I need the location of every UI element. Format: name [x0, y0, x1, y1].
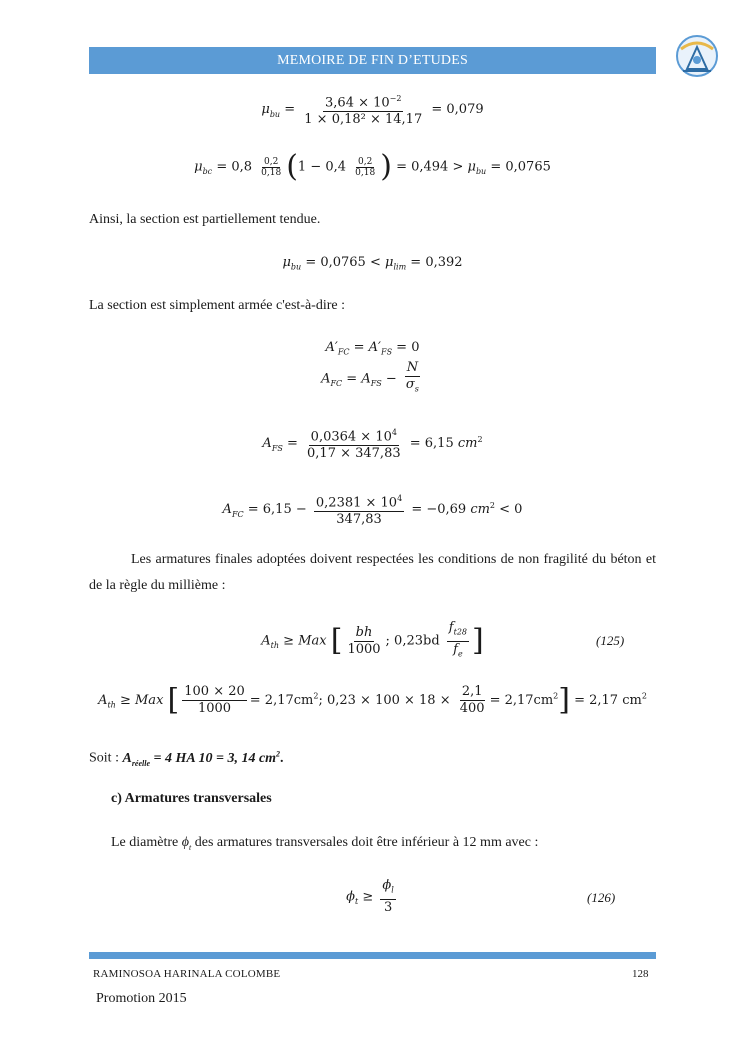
numerator: 3,64 × 10 — [325, 95, 390, 111]
equation-mu-bu: $\mu_{bu}$ = $\frac{3,64 \times 10^{-2}}{\text{1 × 0,18² × 14,17}}$ = 0,079 — [89, 91, 656, 128]
footer-promotion: Promotion 2015 — [96, 991, 187, 1006]
subscript: bu — [269, 109, 281, 119]
header-bar — [89, 47, 656, 74]
equation-afc-afs: $A_{FC} = A_{FS}$ − $\frac{N}{\sigma_s}$ — [89, 360, 656, 398]
equation-afs: $A_{FS}$ = $\frac{0,0364 \times 10^4}{0,17 \times 347,83}$ = 6,15 $cm^2$ — [89, 425, 656, 462]
fraction: $\frac{0,2}{0,18}$ — [355, 156, 376, 178]
paragraph: La section est simplement armée c'est-à-dire : — [89, 298, 345, 313]
paragraph: Le diamètre $\phi_t$ des armatures transversales doit être inférieur à 12 mm avec : — [111, 835, 539, 852]
exponent: −2 — [389, 94, 402, 103]
section-heading: c) Armatures transversales — [111, 791, 272, 806]
fraction: $\frac{0,2381 \times 10^4}{347,83}$ — [314, 491, 404, 528]
equation-ath-value: $A_{th}$ ≥ Max [ $\frac{100 \times 20}{1000}$ = $2,17cm^2$; 0,23 × 100 × 18 × $\frac{2,1}{400}$ = $2,17cm^2] = 2,17$ $cm^2$ — [98, 682, 647, 718]
fraction: $\frac{0,2}{0,18}$ — [261, 156, 282, 178]
result: = 0,079 — [431, 102, 484, 118]
footer-author: RAMINOSOA HARINALA COLOMBE — [93, 968, 281, 980]
fraction: $\frac{100 \times 20}{1000}$ — [184, 684, 245, 716]
fraction: $\frac{\phi_l}{3}$ — [382, 878, 394, 915]
equation-phi: $\phi_t$ ≥ $\frac{\phi_l}{3}$ — [346, 878, 394, 915]
equation-a-prime: $A'_{FC} = A'_{FS} = 0$ — [325, 340, 420, 357]
soit-line: Soit : $A_{réelle} = 4$ HA 10 = 3, 14 $cm^2$. — [89, 749, 284, 768]
subscript: bc — [202, 167, 213, 177]
symbol: μ — [194, 159, 203, 175]
result: = 0,494 > — [396, 159, 468, 175]
prefix: = 0,8 — [216, 159, 253, 175]
footer-bar — [89, 952, 656, 959]
fraction: $\frac{bh}{1000}$ — [347, 624, 381, 657]
equation-mu-lim: $\mu_{bu} = 0,0765 < \mu_{lim} = 0,392$ — [282, 255, 463, 272]
equation-mu-bc: $\mu_{bc} = 0,8$ $\frac{0,2}{0,18}$ (1 − 0,4 $\frac{0,2}{0,18}$ ) = $0,494 > \mu_{bu} = 0,0765$ — [194, 149, 551, 184]
header-title: MEMOIRE DE FIN D’ETUDES — [277, 52, 468, 68]
middle: 1 − 0,4 — [297, 159, 347, 175]
denominator: 1 × 0,18² × 14,17 — [304, 112, 423, 128]
equation-afc: $A_{FC} = 6,15$ − $\frac{0,2381 \times 10^4}{347,83}$ = −0,69 $cm^2 < 0$ — [89, 491, 656, 528]
school-logo-icon — [673, 33, 721, 79]
fraction: $\frac{0,0364 \times 10^4}{0,17 \times 347,83}$ — [305, 425, 403, 462]
fraction — [302, 91, 424, 128]
equation-number: (126) — [587, 890, 616, 905]
symbol: μ — [261, 102, 270, 118]
fraction: $\frac{2,1}{400}$ — [459, 684, 485, 716]
paragraph: Les armatures finales adoptées doivent respectées les conditions de non fragilité du béton et de la règle du millième : — [89, 552, 656, 593]
paragraph: Ainsi, la section est partiellement tendue. — [89, 212, 321, 227]
page-number: 128 — [632, 968, 649, 980]
fraction: $\frac{N}{\sigma_s}$ — [405, 360, 419, 394]
equation-number: (125) — [596, 633, 625, 648]
fraction: $\frac{f_{t28}}{f_e}$ — [448, 620, 468, 659]
equation-ath-formula: $A_{th}$ ≥ Max [ $\frac{bh}{1000}$ ; 0,23bd $\frac{f_{t28}}{f_e}$ ] — [89, 620, 656, 662]
